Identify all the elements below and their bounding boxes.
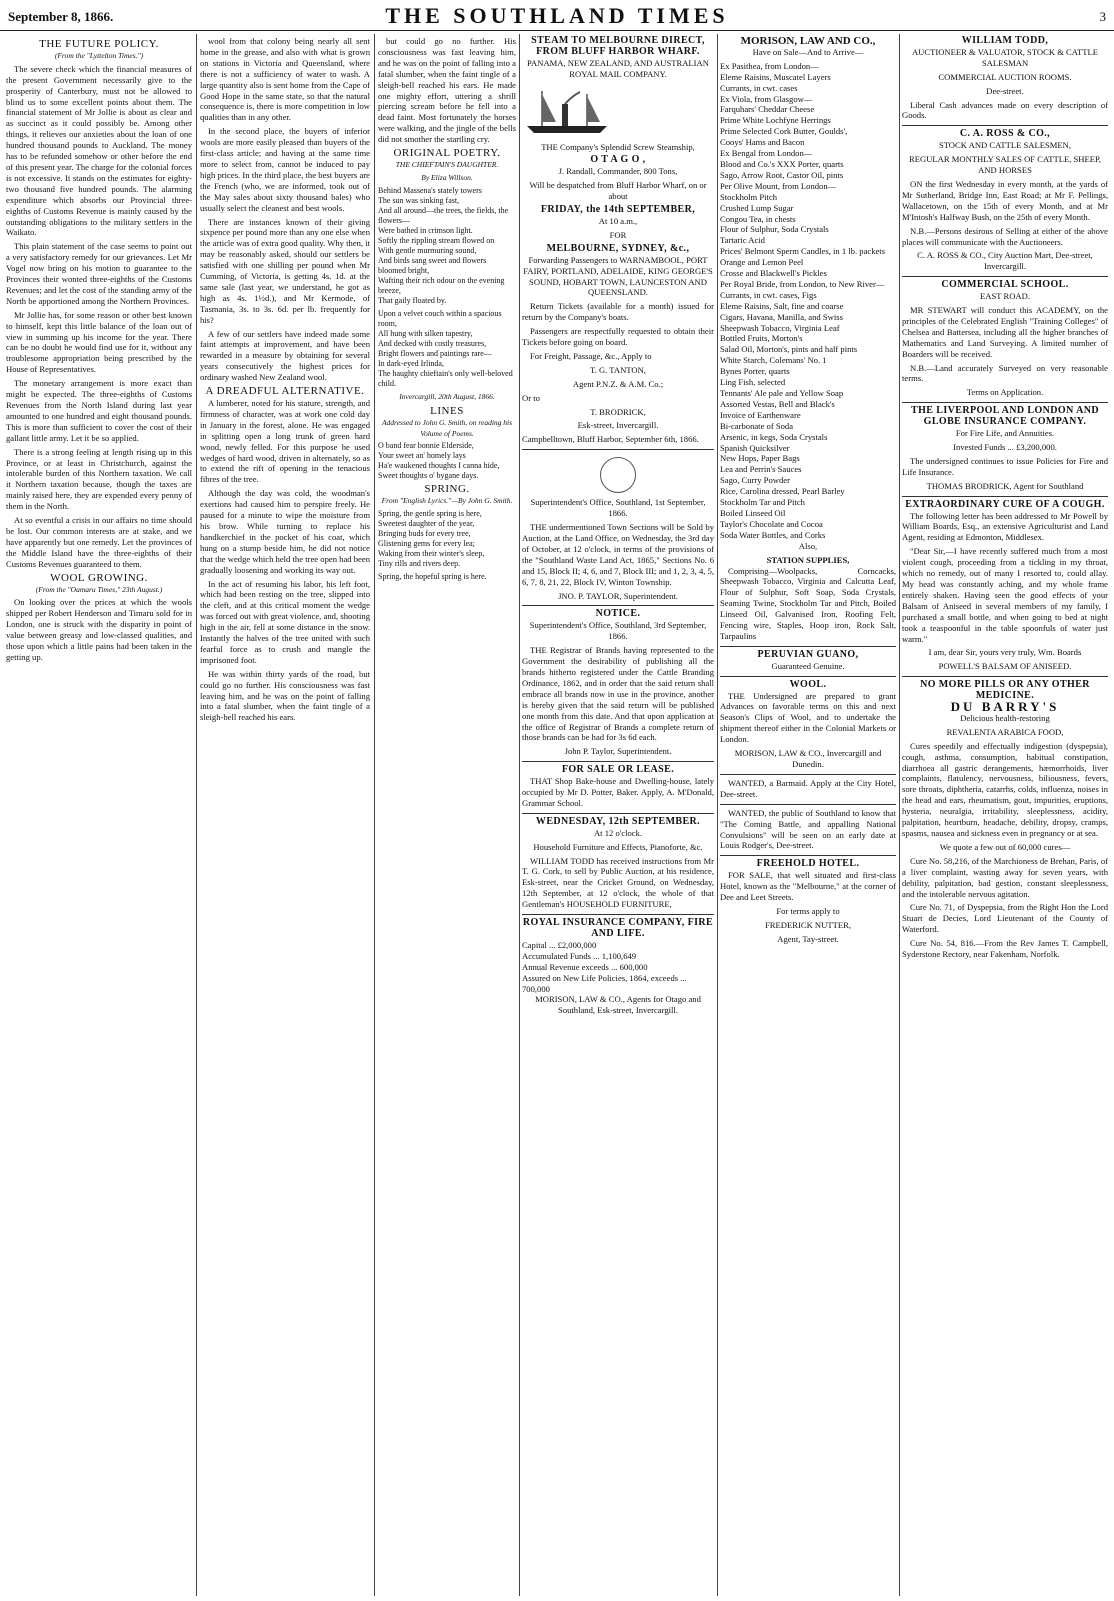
advert-title: NOTICE. <box>595 608 641 620</box>
list-item: Prime Selected Cork Butter, Goulds', <box>720 126 848 137</box>
list-item: White Starch, Colemans' No. 1 <box>720 355 827 366</box>
article-heading: A DREADFUL ALTERNATIVE. <box>205 385 365 398</box>
poem-text: Spring, the hopeful spring is here. <box>378 572 487 582</box>
advert-line: EAST ROAD. <box>980 291 1030 302</box>
advert-title: C. A. ROSS & CO., <box>959 128 1051 140</box>
advert-title: ROYAL INSURANCE COMPANY, FIRE AND LIFE. <box>522 917 714 939</box>
advert-line: Also, <box>798 540 818 551</box>
advert-body: N.B.—Land accurately Surveyed on very reasonable terms. <box>902 362 1108 384</box>
column-2 <box>200 36 370 1596</box>
paragraph: There are instances known of their giving sixpence per pound more than any one else when the article was of extra good quality. Why then, it may be reasonably asked, should our settlers be satisfied with one shilling per pound when Mr Cumming, of Victoria, is getting 4s. 1d. at the same sale (last year, we understand, he got as high as 4s. 1½d.), and Mr Kermode, of Tasmania, 3s. to 3s. 6d. per lb. frequently for his? <box>200 216 370 325</box>
paragraph: wool from that colony being nearly all sent home in the grease, and also with what is grown on stations in Victoria and Queensland, where there is not a sufficiency of water to wash. A large quantity also is sent home from the Cape of Good Hope in the same state, so that the natural consequence is, there is more competition in low qualities than in any other. <box>200 36 370 123</box>
advert-title: COMMERCIAL SCHOOL. <box>941 279 1069 291</box>
advert-body: "Dear Sir,—I have recently suffered much from a most violent cough, proceeding from a tickling in my throat, which no remedy, out of many I resorted to, could allay. My head was constantly aching, and my whole frame entirely shaken. Having seen the good effects of your Balsam of Aniseed in several members of my family, I purchased a small bottle, and when going to bed at night took a teaspoonful in the table spoonfuls of water just warm." <box>902 546 1108 644</box>
list-item: Lea and Perrin's Sauces <box>720 464 802 475</box>
list-item: Cooys' Hams and Bacon <box>720 137 805 148</box>
list-item: Per Olive Mount, from London— <box>720 180 837 191</box>
list-item: Bottled Fruits, Morton's <box>720 333 803 344</box>
advert-body: The following letter has been addressed to Mr Powell by William Boards, Esq., an extensive Agriculturist and Land Agent, residing at Edmonton, Middlesex. <box>902 510 1108 543</box>
list-item: Boiled Linseed Oil <box>720 507 786 518</box>
list-item: Per Royal Bride, from London, to New River— <box>720 278 885 289</box>
poem-text: Spring, the gentle spring is here, Sweetest daughter of the year, Bringing buds for every tree, Glistening gems for every lea; Waking from their winter's sleep, Tiny rills and rivers deep. <box>378 509 485 569</box>
advert-line: STOCK AND CATTLE SALESMEN, <box>938 140 1072 151</box>
advert-line: Guaranteed Genuine. <box>771 660 845 671</box>
advert-signature: I am, dear Sir, yours very truly, Wm. Boards <box>928 647 1082 658</box>
advert-line: For Fire Life, and Annuities. <box>955 428 1055 439</box>
list-item: Sago, Arrow Root, Castor Oil, pints <box>720 169 844 180</box>
list-item: Invoice of Earthenware <box>720 409 801 420</box>
list-item: Tartaric Acid <box>720 235 765 246</box>
poem-source: From "English Lyrics."—By John G. Smith. <box>381 496 513 506</box>
wool-advert <box>720 676 896 770</box>
masthead <box>0 0 1114 31</box>
advert-title: WOOL. <box>789 678 827 690</box>
issue-date: September 8, 1866. <box>8 9 114 24</box>
list-item: Ling Fish, selected <box>720 377 786 388</box>
list-item: Congou Tea, in chests <box>720 213 796 224</box>
guano-advert <box>720 646 896 672</box>
paragraph: Although the day was cold, the woodman's exertions had caused him to perspire freely. He paused for a minute to wipe the moisture from his brow. While turning to replace his handkerchief in the pocket of his coat, which hung on a stump beside him, he did not notice that the wedge which held the tree open had been gradually loosening and working its way out. <box>200 488 370 575</box>
advert-line: At 12 o'clock. <box>593 827 643 838</box>
list-item: Eleme Raisins, Salt, fine and coarse <box>720 300 844 311</box>
revalenta-advert <box>902 676 1108 960</box>
advert-line: FOR <box>609 229 627 240</box>
advert-line: REGULAR MONTHLY SALES OF CATTLE, SHEEP, AND HORSES <box>909 154 1101 176</box>
advert-line: Household Furniture and Effects, Pianoforte, &c. <box>533 841 703 852</box>
agent-name: T. G. TANTON, <box>590 364 646 375</box>
advert-title: FREEHOLD HOTEL. <box>756 858 860 870</box>
paragraph: Mr Jollie has, for some reason or other best known to himself, kept this little balance of the loan out of view in summing up his income for the year. There can be no doubt he would find use for it, without any troublesome appropriation being prescribed by the House of Representatives. <box>6 309 192 375</box>
advert-company: PANAMA, NEW ZEALAND, AND AUSTRALIAN ROYAL MAIL COMPANY. <box>527 57 709 79</box>
paragraph: There is a strong feeling at length rising up in this Province, or at least in Christchurch, against the intolerable burden of this Northern taxation. We call it Northern taxation because, though the taxes are mainly raised here, they are expended every penny of them in the North. <box>6 446 192 512</box>
advert-signature: John P. Taylor, Superintendent. <box>564 746 672 757</box>
wanted-advert <box>720 774 896 800</box>
table-row: Accumulated Funds ... 1,100,649 <box>522 950 637 961</box>
advert-body: THE Undersigned are prepared to grant Advances on favorable terms on this and next Season's Clips of Wool, and to undertake the shipment thereof either in the Colonial Markets or London. <box>720 690 896 745</box>
advert-body: WANTED, the public of Southland to know that "The Coming Battle, and appalling National Convulsions" will be seen on an early date at Louis Rodger's, Dee-street. <box>720 807 896 851</box>
advert-body: THE Registrar of Brands having represented to the Government the desirability of publishing all the brands hitherto registered under the Cattle Branding Ordinance, 1862, and in order that the said return shall embrace all brands now in use in the province, another is hereby given that the said return will be published one month from this date. And that upon application at the office of Registrar of Brands a complete return of those brands can be had for 3s 6d each. <box>522 645 714 743</box>
article-heading: THE FUTURE POLICY. <box>39 38 159 50</box>
advert-body: Comprising—Woolpacks, Corncacks, Sheepwash Tobacco, Virginia and Calcutta Leaf, Flour of Sulphur, Soft Soap, Soda Crystals, Seaming Twine, Stockholm Tar and Pitch, Boiled Linseed Oil, Galvanised Iron, Roofing Felt, Fencing wire, Staples, Hoop iron, Rock Salt, Tarpaulins <box>720 565 896 641</box>
advert-signature: MORISON, LAW & CO., Invercargill and Dunedin. <box>734 748 882 769</box>
column-rule <box>717 34 718 1596</box>
paragraph: A few of our settlers have indeed made some faint attempts at improvement, and have been rewarded in a measure by obtaining for several years consecutively the highest prices for ordinary washed New Zealand wool. <box>200 328 370 383</box>
advert-title: PERUVIAN GUANO, <box>757 648 859 660</box>
advert-body: THAT Shop Bake-house and Dwelling-house, lately occupied by Mr D. Potter, Baker. Apply, A. M'Donald, Grammar School. <box>522 776 714 808</box>
column-rule <box>519 34 520 1596</box>
paragraph: The monetary arrangement is more exact than might be expected. The three-eighths of Customs Revenues from the North Island during last year amounted to one hundred and eight thousand pounds. This is more than sufficient to cover the cost of their gallant little army. Let it be so applied. <box>6 378 192 443</box>
insurance-advert <box>902 402 1108 491</box>
poem-title: THE CHIEFTAIN'S DAUGHTER. <box>395 159 499 169</box>
agent-title: Agent, Tay-street. <box>777 933 839 944</box>
steamship-advert <box>522 36 714 445</box>
advert-line: We quote a few out of 60,000 cures— <box>939 841 1071 852</box>
newspaper-title: THE SOUTHLAND TIMES <box>385 3 729 28</box>
advert-title: NO MORE PILLS OR ANY OTHER MEDICINE. <box>920 679 1090 702</box>
cough-cure-advert <box>902 496 1108 673</box>
list-item: New Hops, Paper Bags <box>720 453 800 464</box>
list-item: Blood and Co.'s XXX Porter, quarts <box>720 158 844 169</box>
list-item: Orange and Lemon Peel <box>720 257 804 268</box>
column-1 <box>6 36 192 1596</box>
advert-line: At 10 a.m., <box>598 215 638 226</box>
poem-author: By Eliza Willson. <box>421 172 473 182</box>
advert-signature: C. A. ROSS & CO., City Auction Mart, Dee-street, Invercargill. <box>917 250 1093 272</box>
sailing-date: FRIDAY, the 14th SEPTEMBER, <box>540 204 696 216</box>
advert-line: COMMERCIAL AUCTION ROOMS. <box>938 71 1072 82</box>
paragraph: On looking over the prices at which the wools shipped per Robert Henderson and Timaru sold for in London, one is struck with the disparity in point of value between greasy and low-classed qualities, and those upon which a little pains had been taken in the getting up. <box>6 597 192 662</box>
advert-body: Cure No. 58,216, of the Marchioness de Brehan, Paris, of a liver complaint, wasting away for seven years, with debility, palpitation, bad gestion, constant sleeplessness, and the intolerable nervous agitation. <box>902 855 1108 899</box>
advert-line: Invested Funds ... £3,200,000. <box>953 442 1057 452</box>
land-sale-advert <box>522 449 714 601</box>
paragraph: He was within thirty yards of the road, but could go no further. His consciousness was fast leaving him, and he was on the point of falling into a fatal slumber, when the faint tingle of a sleigh-bell reached his ears. <box>200 668 370 723</box>
advert-line: Forwarding Passengers to WARNAMBOOL, PORT FAIRY, PORTLAND, ADELAIDE, KING GEORGE'S SOUND, HOBART TOWN, LAUNCESTON AND QUEENSLAND. <box>523 254 713 298</box>
column-5 <box>720 36 896 1596</box>
list-item: Ex Viola, from Glasgow— <box>720 93 813 104</box>
list-item: Bi-carbonate of Soda <box>720 420 794 431</box>
advert-body: ON the first Wednesday in every month, at the yards of Mr Sutherland, Bridge Inn, East Road; at Mr F. Pellings, Wallacetown, on the 15th of every Month, and at Mr M'Intosh's Halfway Bush, on the 25th of every Month. <box>902 178 1108 222</box>
agent-title: Agent P.N.Z. & A.M. Co.; <box>572 378 664 389</box>
advert-line: J. Randall, Commander, 800 Tons, <box>558 166 678 177</box>
paragraph: This plain statement of the case seems to point out a very satisfactory remedy for our grievances. Let Mr Vogel now bring on his motion to guarantee to the Provinces their wonted three-eighths of the Customs Revenues; and let the cost of the standing army of the North be apportioned among the Northern Provinces. <box>6 241 192 306</box>
paragraph: The severe check which the financial measures of the present Government necessarily give to the prosperity of Canterbury, must not be allowed to blind us to some excellent points about them. The financial statement of Mr Jollie is about as clear and as succinct as it could possibly be. Among other things, it relieves our anxieties about the loan of one hundred thousand pounds to Auckland. The money has to be refunded somehow or other before the end of this present year. The charge for the colonial forces is not excessive. It stands on the estimates for eighty-two thousand five hundred pounds. The alarming expenditure which absorbs our Provincial three-eighths of Customs Revenue is mainly caused by the outstanding obligations to the military settlers in the Waikato. <box>6 63 192 238</box>
advert-line: Or to <box>522 392 540 403</box>
list-item: Prime White Lochfyne Herrings <box>720 115 831 126</box>
advert-title: STEAM TO MELBOURNE DIRECT, FROM BLUFF HARBOR WHARF. <box>531 36 705 57</box>
column-4 <box>522 36 714 1596</box>
article-heading: WOOL GROWING. <box>50 571 148 584</box>
table-row: Assured on New Life Policies, 1864, exceeds ... 700,000 <box>522 972 687 994</box>
hotel-advert <box>720 855 896 944</box>
stock-salesmen-advert <box>902 125 1108 272</box>
list-item: Eleme Raisins, Muscatel Layers <box>720 71 831 82</box>
poem-heading: LINES <box>430 404 464 417</box>
auction-advert <box>522 813 714 910</box>
advert-line: Delicious health-restoring <box>960 712 1050 723</box>
list-item: Salad Oil, Morton's, pints and half pints <box>720 344 858 355</box>
advert-body: WILLIAM TODD has received instructions from Mr T. G. Cork, to sell by Public Auction, at his residence, Esk-street, near the Cricket Ground, on Wednesday, 12th September, at 12 o'clock, the whole of that Gentleman's HOUSEHOLD FURNITURE, <box>522 855 714 910</box>
list-item: Tennants' Ale pale and Yellow Soap <box>720 388 844 398</box>
paragraph: but could go no further. His consciousness was fast leaving him, and he was on the point of falling into a fatal slumber, when the faint tingle of a sleigh-bell reached his ears. He made one mighty effort, uttering a shrill piercing scream before he fell into a dead faint. Most fortunately the horses were walking, and the jingle of the bells did not smother the startling cry. <box>378 36 516 145</box>
list-item: Rice, Carolina dressed, Pearl Barley <box>720 486 845 497</box>
advert-signature: THOMAS BRODRICK, Agent for Southland <box>926 480 1084 491</box>
list-item: Sago, Curry Powder <box>720 475 790 486</box>
advert-line: Return Tickets (available for a month) issued for return by the Company's boats. <box>522 301 714 323</box>
list-item: Currants, in cwt. cases <box>720 82 798 93</box>
wanted-advert <box>720 804 896 852</box>
poem-text: Behind Massena's stately towers The sun was sinking fast, And all around—the trees, the fields, the flowers— Were bathed in crimson light. Softly the rippling stream flowed on With gentle murmuring sound, And birds sang sweet and flowers bloomed bright, Wafting their rich odour on the evening breeze, That gaily floated by. <box>378 185 509 305</box>
advert-title: WILLIAM TODD, <box>961 36 1049 46</box>
paragraph: In the second place, the buyers of inferior wools are more easily pleased than buyers of the first-class article; and having at the same time more to select from, cannot be induced to pay high prices. In the third place, the best buyers are the French (who, we are informed, took out of the May sales about sixty thousand bales) who usually select the cleanest and best wools. <box>200 126 370 213</box>
advert-title: EXTRAORDINARY CURE OF A COUGH. <box>905 498 1105 510</box>
agent-name: T. BRODRICK, <box>590 406 646 417</box>
advert-line: Dee-street. <box>986 85 1024 96</box>
goods-list <box>720 61 896 541</box>
table-row: Annual Revenue exceeds ... 600,000 <box>522 961 648 972</box>
list-item: Sheepwash Tobacco, Virginia Leaf <box>720 322 840 333</box>
advert-body: Cures speedily and effectually indigestion (dyspepsia), cough, asthma, consumption, habitual constipation, diarrhoea all gastric derangements, hæmorrhoids, liver complaints, flatulency, nervousness, biliousness, fevers, sore throats, diphtheria, catarrhs, colds, influenza, noises in the head and ears, rheumatism, gout, impurities, eruptions, hysteria, neuralgia, irritability, sleeplessness, acidity, palpitation, heartburn, headache, debility, dropsy, cramps, spasms, nausea and sickness even in pregnancy or at sea. <box>902 740 1108 838</box>
advert-line: For Freight, Passage, &c., Apply to <box>530 350 652 361</box>
notice-advert <box>522 605 714 757</box>
poem-text: Upon a velvet couch within a spacious room, All hung with silken tapestry, And decked with costly treasures, Bright flowers and paintings rare— In dark-eyed Irlinda, The haughty chieftain's only well-beloved child. <box>378 308 513 388</box>
advert-signature: JNO. P. TAYLOR, Superintendent. <box>558 590 678 601</box>
advert-line: For terms apply to <box>776 905 840 916</box>
list-item: Cigars, Havana, Manilla, and Swiss <box>720 311 843 322</box>
list-item: Stockholm Tar and Pitch <box>720 497 805 508</box>
advert-line: Campbelltown, Bluff Harbor, September 6th, 1866. <box>522 434 699 445</box>
advert-line: AUCTIONEER & VALUATOR, STOCK & CATTLE SALESMAN <box>911 46 1099 68</box>
advert-line: Terms on Application. <box>966 387 1044 398</box>
school-advert <box>902 276 1108 398</box>
auctioneer-advert <box>902 36 1108 121</box>
paragraph: A lumberer, noted for his stature, strength, and firmness of character, was at work one cold day in January in the forest, alone. He was engaged in splitting open a long trunk of green hard wood, newly felled. For this purpose he used wedges of hard wood, driven in alternately, so as to extend the rift of opening in the tenacious fibres of the tree. <box>200 398 370 485</box>
agent-title: Esk-street, Invercargill. <box>577 420 659 431</box>
advert-body: N.B.—Persons desirous of Selling at either of the above places will communicate with the Auctioneers. <box>902 225 1108 247</box>
list-item: Currants, in cwt. cases, Figs <box>720 289 817 300</box>
advert-body: THE undermentioned Town Sections will be Sold by Auction, at the Land Office, on Wednesday, the 3rd day of October, at 12 o'clock, in terms of the provisions of the "Southland Waste Land Act, 1865," Sections No. 6 and 15, Block II; 4, 6, and 7, Block III; and 1, 2, 3, 4, 5, 6, 7, 8, 21, 22, Block IV, Winton Township. <box>522 522 714 587</box>
list-item: Ex Bengal from London— <box>720 148 813 159</box>
advert-line: Superintendent's Office, Southland, 1st September, 1866. <box>530 497 706 519</box>
list-item: Bynes Porter, quarts <box>720 366 790 377</box>
advert-line: REVALENTA ARABICA FOOD, <box>946 726 1064 737</box>
insurance-advert <box>522 914 714 1016</box>
poem-heading: SPRING. <box>424 483 470 496</box>
advert-line: THE Company's Splendid Screw Steamship, <box>541 141 695 152</box>
column-rule <box>374 34 375 1596</box>
list-item: Stockholm Pitch <box>720 191 778 202</box>
list-item: Farquhars' Cheddar Cheese <box>720 104 815 115</box>
page-number: 3 <box>1099 9 1106 24</box>
advert-line: POWELL'S BALSAM OF ANISEED. <box>938 661 1072 672</box>
article-source: (From the "Lyttelton Times.") <box>54 50 144 60</box>
article-source: (From the "Oamaru Times," 23th August.) <box>35 584 163 594</box>
advert-title: WEDNESDAY, 12th SEPTEMBER. <box>535 815 701 827</box>
advert-line: Passengers are respectfully requested to obtain their Tickets before going on board. <box>522 326 714 348</box>
table-row: Capital ... £2,000,000 <box>522 939 597 950</box>
advert-title: FOR SALE OR LEASE. <box>561 764 675 776</box>
steamship-icon <box>522 86 612 136</box>
list-item: Arsenic, in kegs, Soda Crystals <box>720 431 828 442</box>
crest-icon <box>600 457 636 493</box>
sale-lease-advert <box>522 761 714 809</box>
advert-body: WANTED, a Barmaid. Apply at the City Hotel, Dee-street. <box>720 777 896 799</box>
advert-brand: DU BARRY'S <box>950 699 1060 715</box>
agent-name: FREDERICK NUTTER, <box>765 919 851 930</box>
advert-body: FOR SALE, that well situated and first-class Hotel, known as the "Melbourne," at the corner of Dee and Leet Streets. <box>720 870 896 903</box>
advert-line: Superintendent's Office, Southland, 3rd September, 1866. <box>529 620 707 642</box>
advert-title: MORISON, LAW AND CO., <box>740 36 876 47</box>
advert-line: Have on Sale—And to Arrive— <box>752 46 864 57</box>
section-heading: ORIGINAL POETRY. <box>393 147 501 160</box>
destination: MELBOURNE, SYDNEY, &c., <box>546 242 690 254</box>
list-item: Prices' Belmont Sperm Candles, in 1 lb. packets <box>720 246 886 257</box>
advert-body: Cure No. 54, 816.—From the Rev James T. Campbell, Syderstone Rectory, near Fakenham, Norfolk. <box>902 938 1108 960</box>
column-rule <box>196 34 197 1596</box>
poem-text: O band fear bonnie Elderside, Your sweet an' homely lays Ha'e waukened thoughts I canna hide, Sweet thoughts o' bygane days. <box>378 441 500 481</box>
paragraph: At so eventful a crisis in our affairs no time should be lost. Our common interests are at stake, and we have apparently but one remedy. Let the provinces of the Middle Island have the three-eighths of their Customs Revenues guaranteed to them. <box>6 515 192 569</box>
advert-body: Cure No. 71, of Dyspepsia, from the Right Hon the Lord Stuart de Decies, Lord Lieutenant of the County of Waterford. <box>902 902 1108 935</box>
list-item: Crushed Lump Sugar <box>720 202 794 213</box>
list-item: Flour of Sulphur, Soda Crystals <box>720 224 829 235</box>
advert-title: THE LIVERPOOL AND LONDON AND GLOBE INSURANCE COMPANY. <box>911 405 1099 428</box>
column-rule <box>899 34 900 1596</box>
column-6 <box>902 36 1108 1596</box>
list-item: Assorted Vestas, Bell and Black's <box>720 398 835 409</box>
advert-body: MR STEWART will conduct this ACADEMY, on the principles of the Celebrated English "Training Colleges" of Chelsea and Battersea, including all the higher branches of Mathematics and Land Surveying. A limited number of Boarders will be received. <box>902 305 1108 359</box>
column-3 <box>378 36 516 1596</box>
list-item: Taylor's Chocolate and Cocoa <box>720 518 823 529</box>
poem-signature: Invercargill, 20th August, 1866. <box>399 391 495 401</box>
advert-body: Liberal Cash advances made on every description of Goods. <box>902 99 1108 121</box>
advert-signature: MORISON, LAW & CO., Agents for Otago and Southland, Esk-street, Invercargill. <box>535 994 701 1016</box>
paragraph: In the act of resuming his labor, his left foot, which had been resting on the tree, slipped into the cleft, and at this critical moment the wedge was forced out with great violence, and, shooting high in the air, fell at some distance in the snow. Instantly the halves of the tree united with such fearful force as to crush and mangle the imprisoned foot. <box>200 578 370 665</box>
list-item: Spanish Quicksilver <box>720 442 790 453</box>
list-item: Ex Pasithea, from London— <box>720 60 819 71</box>
advert-body: The undersigned continues to issue Policies for Fire and Life Insurance. <box>902 455 1108 477</box>
list-item: Crosse and Blackwell's Pickles <box>720 268 827 279</box>
poem-title: Addressed to John G. Smith, on reading his Volume of Poems. <box>381 417 513 438</box>
advert-line: Will be despatched from Bluff Harbor Wharf, on or about <box>529 180 707 202</box>
list-item: Soda Water Bottles, and Corks <box>720 529 826 540</box>
advert-title: STATION SUPPLIES, <box>766 554 850 565</box>
ship-name: O T A G O , <box>590 154 646 166</box>
